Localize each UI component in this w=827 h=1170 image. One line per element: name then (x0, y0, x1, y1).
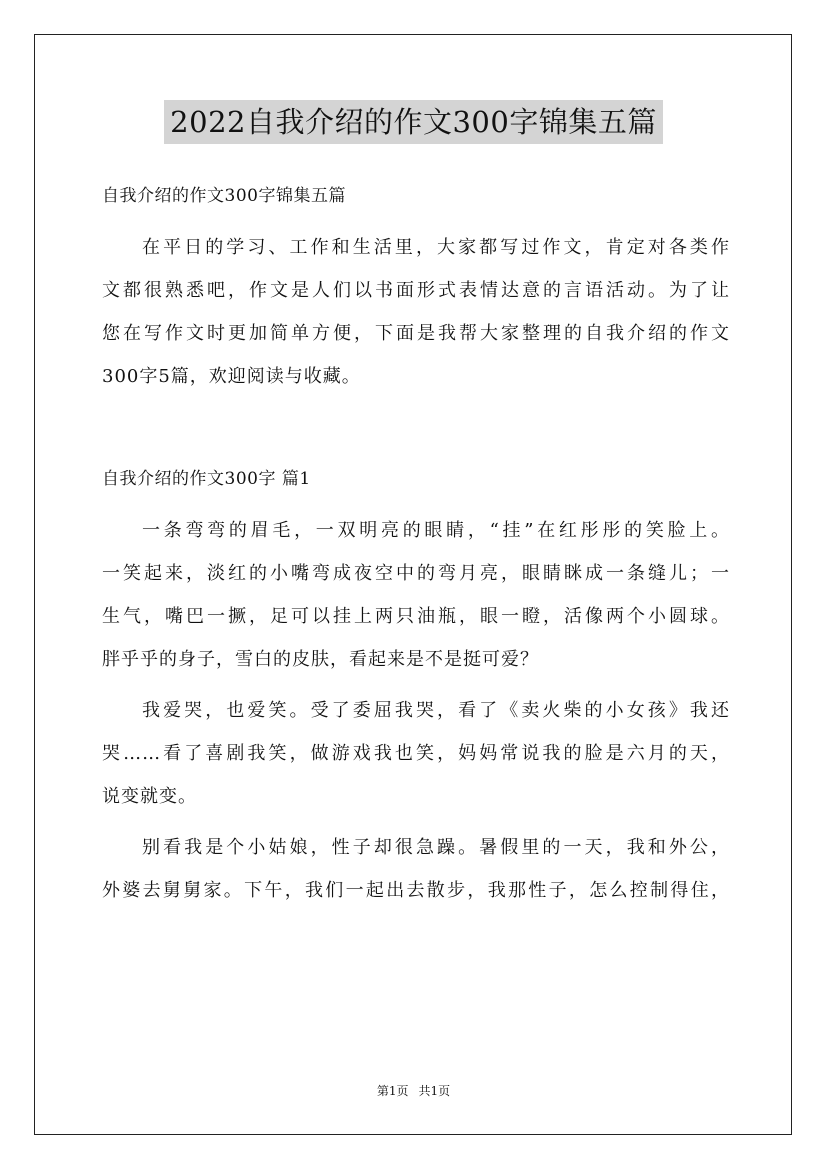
paragraph-line: 别看我是个小姑娘，性子却很急躁。暑假里的一天，我和外公， (142, 837, 730, 858)
paragraph-line: 您在写作文时更加简单方便，下面是我帮大家整理的自我介绍的作文 (102, 323, 730, 344)
paragraph-line: 胖乎乎的身子，雪白的皮肤，看起来是不是挺可爱？ (102, 649, 539, 670)
section-spacer (102, 398, 730, 458)
document-title: 2022自我介绍的作文300字锦集五篇 (164, 100, 663, 144)
spacer (102, 218, 730, 226)
paragraph-line: 我爱哭，也爱笑。受了委屈我哭，看了《卖火柴的小女孩》我还 (142, 700, 730, 721)
document-body (102, 175, 730, 912)
paragraph-line: 300字5篇，欢迎阅读与收藏。 (102, 366, 361, 387)
section-paragraph-2 (102, 689, 730, 818)
page-footer (0, 1083, 827, 1099)
paragraph-line: 一条弯弯的眉毛，一双明亮的眼睛，“挂”在红彤彤的笑脸上。 (142, 520, 730, 541)
intro-paragraph (102, 226, 730, 398)
spacer (102, 818, 730, 826)
document-subtitle: 自我介绍的作文300字锦集五篇 (102, 186, 346, 206)
spacer (102, 501, 730, 509)
page-number: 第1页 (376, 1084, 409, 1098)
paragraph-line: 说变就变。 (102, 786, 197, 807)
paragraph-line: 在平日的学习、工作和生活里，大家都写过作文，肯定对各类作 (142, 237, 730, 258)
paragraph-line: 哭……看了喜剧我笑，做游戏我也笑，妈妈常说我的脸是六月的天， (102, 743, 730, 764)
document-title-block (0, 100, 827, 144)
section-heading: 自我介绍的作文300字 篇1 (102, 469, 311, 489)
section-paragraph-1 (102, 509, 730, 681)
paragraph-line: 生气，嘴巴一撅，足可以挂上两只油瓶，眼一瞪，活像两个小圆球。 (102, 606, 730, 627)
paragraph-line: 一笑起来，淡红的小嘴弯成夜空中的弯月亮，眼睛眯成一条缝儿；一 (102, 563, 730, 584)
paragraph-line: 外婆去舅舅家。下午，我们一起出去散步，我那性子，怎么控制得住， (102, 880, 730, 901)
page-total: 共1页 (418, 1084, 451, 1098)
spacer (102, 681, 730, 689)
paragraph-line: 文都很熟悉吧，作文是人们以书面形式表情达意的言语活动。为了让 (102, 280, 730, 301)
section-paragraph-3 (102, 826, 730, 912)
